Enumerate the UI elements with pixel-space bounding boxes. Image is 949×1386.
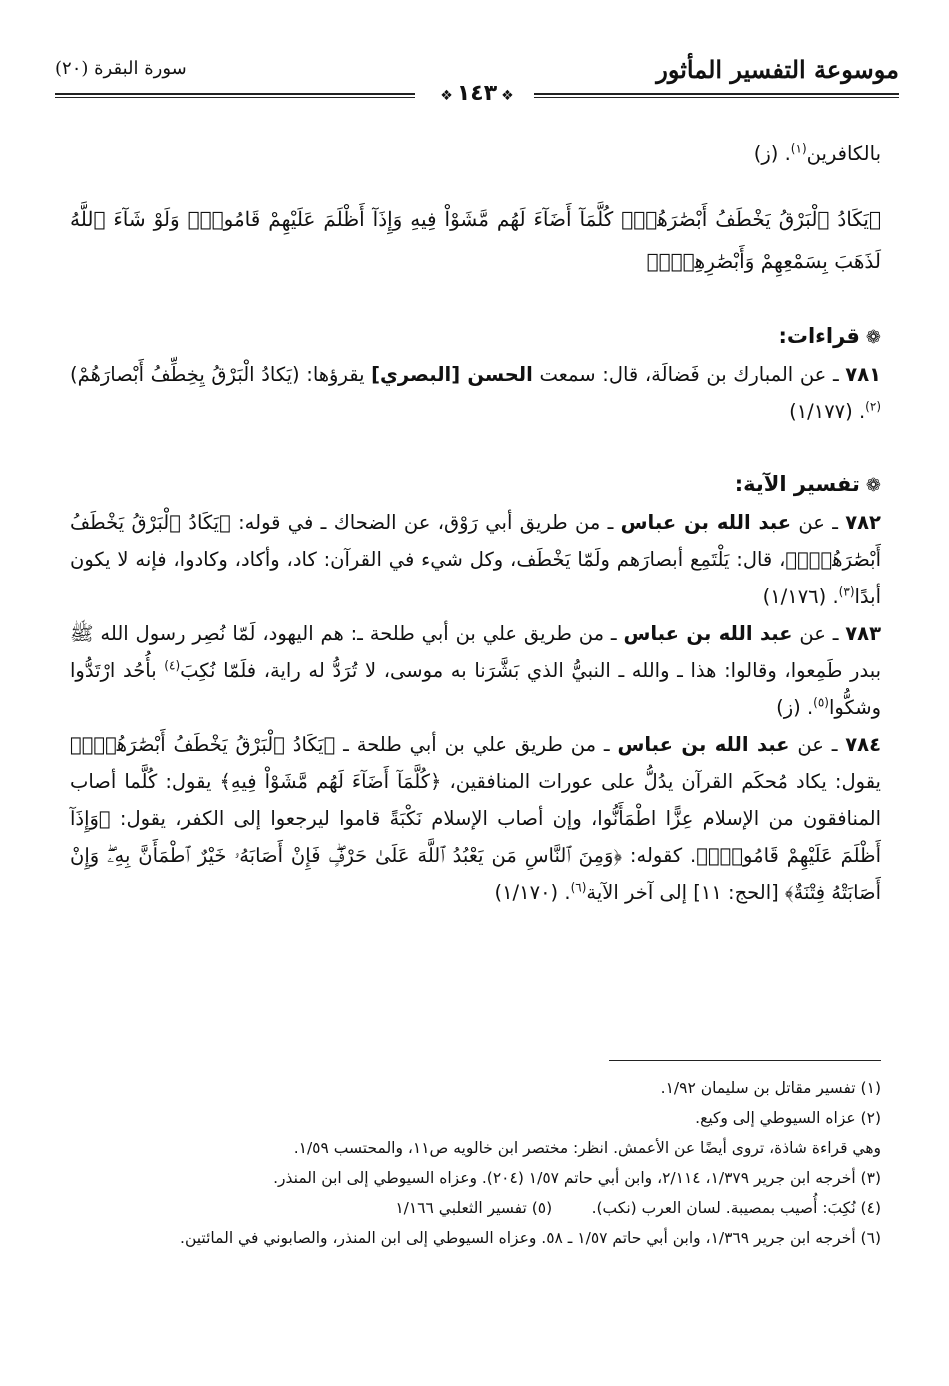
entry-text: يقرؤها: (يَكادُ الْبَرْقُ يِخِطِّفُ أَبْصارَهُمْ)	[70, 363, 372, 386]
entry-number: ٧٨٢	[845, 511, 881, 534]
page-header	[55, 55, 899, 106]
footnote: (٦) أخرجه ابن جرير ١/٣٦٩، وابن أبي حاتم ١/٥٧ ـ ٥٨. وعزاه السيوطي إلى ابن المنذر، والصابوني في المائتين.	[180, 1229, 881, 1247]
tafsir-heading: ❁تفسير الآية:	[734, 472, 881, 496]
entry-text: [الحج: ١١] إلى آخر الآية	[586, 881, 785, 904]
footnote: (٤) نُكِبَ: أُصيب بمصيبة. لسان العرب (نكب). (٥) تفسير الثعلبي ١/١٦٦	[395, 1199, 881, 1217]
book-title: موسوعة التفسير المأثور	[656, 55, 899, 84]
page-number	[426, 81, 527, 106]
intro-line	[70, 135, 881, 172]
entry-text: يقول: يكاد مُحكَم القرآن يدُلُّ على عورات المنافقين،	[441, 770, 881, 793]
page-number-value: ١٤٣	[456, 81, 498, 106]
entry-text: . (١/١٧٠)	[494, 881, 571, 904]
footnote: (٣) أخرجه ابن جرير ١/٣٧٩، ٢/١١٤، وابن أبي حاتم ١/٥٧ (٢٠٤). وعزاه السيوطي إلى ابن المنذر.	[273, 1169, 881, 1187]
flower-ornament-icon: ❁	[865, 327, 881, 348]
quran-quote: ﴿وَإِذَآ أَظْلَمَ عَلَيْهِمْ قَامُواْۚ﴾	[70, 807, 881, 867]
flower-ornament-icon: ❁	[865, 475, 881, 496]
quran-quote: ﴿يَكَادُ ٱلْبَرْقُ يَخْطَفُ أَبْصَٰرَهُمْۖ﴾	[70, 511, 881, 571]
entry-text: . (ز)	[776, 696, 814, 719]
narration-entry	[70, 615, 881, 726]
entry-text: ـ عن	[791, 511, 846, 534]
footnote-separator	[609, 1060, 881, 1061]
quran-quote: ﴿وَمِنَ ٱلنَّاسِ مَن يَعْبُدُ ٱللَّهَ عَلَىٰ حَرْفٍۖ فَإِنْ أَصَابَهُۥ خَيْرٌ ٱطْمَأَنَّ بِهِۦۖ وَإِنْ أَصَابَتْهُ فِتْنَةٌ﴾	[70, 844, 881, 904]
narrator-name: عبد الله بن عباس	[617, 733, 790, 756]
header-rule-left	[55, 93, 415, 98]
entry-text: بأُحُد ارْتَدُّوا وشكُّوا	[70, 659, 881, 719]
quran-quote: ﴿كُلَّمَآ أَضَآءَ لَهُم مَّشَوْاْ فِيهِ﴾	[219, 770, 442, 793]
ornament-icon: ❖	[440, 88, 453, 104]
entry-text: ، قال: يَلْتَمِع أبصارَهم ولَمّا يَخْطَف، وكل شيء في القرآن: كاد، وأكاد، وكادوا، فإنه لا يكون أبدًا	[70, 548, 881, 608]
footnote-ref: (٢)	[865, 399, 881, 414]
narration-entry	[70, 504, 881, 615]
narrator-name: عبد الله بن عباس	[623, 622, 793, 645]
header-rule-right	[534, 93, 899, 98]
intro-tail: . (ز)	[753, 142, 791, 165]
narrator-name: الحسن [البصري]	[371, 363, 533, 386]
entry-text: ـ عن المبارك بن فَضالَة، قال: سمعت	[532, 363, 846, 386]
entry-text: ـ من طريق علي بن أبي طلحة ـ: هم اليهود، لَمّا نُصِر رسول الله ﷺ ببدر طَمِعوا، وقالوا: هذا ـ والله ـ النبيُّ الذي بَشَّرَنا به موسى، لا تُرَدُّ له راية، فلَمّا نُكِبَ	[70, 622, 882, 682]
footnote-ref: (٤)	[164, 658, 181, 673]
qiraat-heading: ❁قراءات:	[778, 324, 881, 348]
footnote-ref: (١)	[790, 141, 807, 156]
intro-text: بالكافرين	[806, 142, 881, 165]
entry-text: . (١/١٧٦)	[762, 585, 839, 608]
quran-verse-block: ﴿يَكَادُ ٱلْبَرْقُ يَخْطَفُ أَبْصَٰرَهُمْۖ كُلَّمَآ أَضَآءَ لَهُم مَّشَوْاْ فِيهِ وَإِذَآ أَظْلَمَ عَلَيْهِمْ قَامُواْۚ وَلَوْ شَآءَ ٱللَّهُ لَذَهَبَ بِسَمْعِهِمْ وَأَبْصَٰرِهِمْۚ﴾	[70, 207, 881, 273]
entry-text: ـ من طريق علي بن أبي طلحة ـ	[335, 733, 618, 756]
footnote: وهي قراءة شاذة، تروى أيضًا عن الأعمش. انظر: مختصر ابن خالويه ص١١، والمحتسب ١/٥٩.	[293, 1139, 881, 1157]
entry-number: ٧٨٣	[845, 622, 881, 645]
narration-entry	[70, 726, 881, 911]
entry-text: . (١/١٧٧)	[789, 400, 866, 423]
footnote-ref: (٥)	[813, 695, 829, 710]
narrator-name: عبد الله بن عباس	[620, 511, 792, 534]
main-text	[70, 135, 881, 911]
entry-number: ٧٨١	[845, 363, 882, 386]
narration-entry	[70, 356, 881, 430]
footnotes	[70, 1073, 881, 1253]
entry-text: ـ عن	[789, 733, 846, 756]
entry-text: ـ عن	[792, 622, 846, 645]
entry-number: ٧٨٤	[845, 733, 881, 756]
footnote-ref: (٦)	[570, 880, 587, 895]
entry-text: ـ من طريق أبي رَوْق، عن الضحاك ـ في قوله:	[230, 511, 621, 534]
ornament-icon: ❖	[501, 88, 514, 104]
footnote: (٢) عزاه السيوطي إلى وكيع.	[695, 1109, 881, 1127]
footnote-ref: (٣)	[838, 584, 855, 599]
entry-text: . كقوله:	[622, 844, 697, 867]
quran-quote: ﴿يَكَادُ ٱلْبَرْقُ يَخْطَفُ أَبْصَٰرَهُمْۖ﴾	[70, 733, 336, 756]
surah-label: سورة البقرة (٢٠)	[55, 58, 187, 79]
footnote: (١) تفسير مقاتل بن سليمان ١/٩٢.	[660, 1079, 881, 1097]
entry-text: يقول: كُلَّما أصاب المنافقون من الإسلام عِزًّا اطْمَأَنُّوا، وإن أصاب الإسلام نَكْبَةً قاموا ليرجعوا إلى الكفر، يقول:	[70, 770, 881, 830]
